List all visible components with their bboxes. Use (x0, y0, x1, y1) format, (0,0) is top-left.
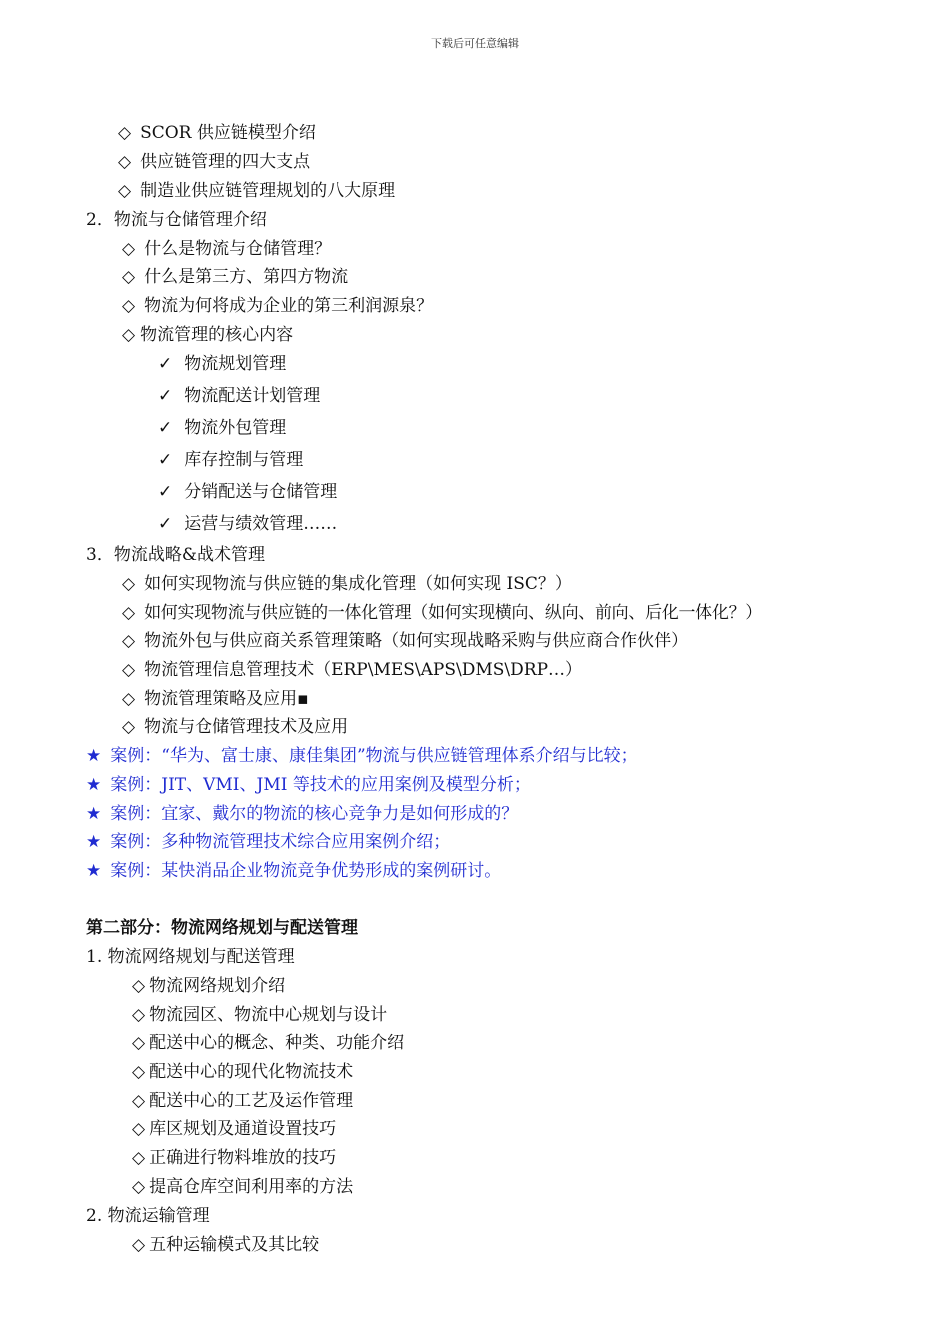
list-item-text: 物流管理的核心内容 (140, 325, 294, 345)
list-item-text: SCOR 供应链模型介绍 (140, 123, 316, 143)
list-item-text: 物流为何将成为企业的第三利润源泉？ (144, 296, 434, 316)
list-item-text: 物流园区、物流中心规划与设计 (149, 1005, 388, 1025)
sub-list-item-text: 分销配送与仓储管理 (184, 482, 338, 502)
section-title: 2．物流与仓储管理介绍 (86, 210, 267, 230)
case-text: 案例：“华为、富士康、康佳集团”物流与供应链管理体系介绍与比较； (110, 746, 638, 766)
list-item (132, 1061, 353, 1083)
list-item-text: 五种运输模式及其比较 (149, 1235, 320, 1255)
check-icon: ✓ (158, 450, 173, 470)
list-item (122, 688, 309, 710)
list-item-text: 配送中心的现代化物流技术 (149, 1062, 354, 1082)
diamond-icon: ◇ (132, 1148, 146, 1168)
list-item (132, 1004, 387, 1026)
list-item-text: 如何实现物流与供应链的一体化管理（如何实现横向、纵向、前向、后化一体化？） (144, 603, 762, 623)
list-item-text: 配送中心的概念、种类、功能介绍 (149, 1033, 405, 1053)
list-item (132, 1032, 404, 1054)
star-icon: ★ (86, 775, 102, 795)
check-icon: ✓ (158, 418, 173, 438)
check-icon: ✓ (158, 514, 173, 534)
list-item (122, 602, 762, 624)
list-item-text: 物流管理信息管理技术（ERP\MES\APS\DMS\DRP…） (144, 660, 583, 680)
diamond-icon: ◇ (122, 603, 136, 623)
star-icon: ★ (86, 832, 102, 852)
diamond-icon: ◇ (122, 689, 136, 709)
list-item-text: 如何实现物流与供应链的集成化管理（如何实现 ISC？） (144, 574, 572, 594)
diamond-icon: ◇ (132, 976, 146, 996)
diamond-icon: ◇ (122, 660, 136, 680)
list-item (132, 1234, 319, 1256)
diamond-icon: ◇ (122, 239, 136, 259)
diamond-icon: ◇ (118, 152, 132, 172)
list-item (122, 266, 348, 288)
diamond-icon: ◇ (132, 1062, 146, 1082)
case-text: 案例：某快消品企业物流竞争优势形成的案例研讨。 (110, 861, 502, 881)
case-item (86, 745, 638, 767)
case-text: 案例：多种物流管理技术综合应用案例介绍； (110, 832, 451, 852)
list-item (122, 630, 688, 652)
diamond-icon: ◇ (122, 325, 136, 345)
list-item-text: 物流与仓储管理技术及应用 (144, 717, 349, 737)
sub-list-item-text: 物流规划管理 (184, 354, 287, 374)
sub-list-item-text: 库存控制与管理 (184, 450, 304, 470)
part-title: 第二部分：物流网络规划与配送管理 (86, 918, 358, 938)
list-item-text: 库区规划及通道设置技巧 (149, 1119, 337, 1139)
sub-list-item (158, 481, 337, 503)
list-item-text: 物流网络规划介绍 (149, 976, 286, 996)
case-text: 案例：JIT、VMI、JMI 等技术的应用案例及模型分析； (110, 775, 531, 795)
sub-list-item-text: 物流外包管理 (184, 418, 287, 438)
list-item-text: 什么是物流与仓储管理？ (144, 239, 332, 259)
sub-list-item (158, 353, 286, 375)
sub-list-item (158, 449, 303, 471)
list-item (132, 1147, 336, 1169)
diamond-icon: ◇ (122, 267, 136, 287)
list-item-text: 正确进行物料堆放的技巧 (149, 1148, 337, 1168)
list-item (132, 1118, 336, 1140)
case-item (86, 831, 450, 853)
star-icon: ★ (86, 861, 102, 881)
list-item-text: 供应链管理的四大支点 (140, 152, 311, 172)
diamond-icon: ◇ (118, 123, 132, 143)
list-item-text: 提高仓库空间利用率的方法 (149, 1177, 354, 1197)
diamond-icon: ◇ (122, 717, 136, 737)
star-icon: ★ (86, 746, 102, 766)
diamond-icon: ◇ (122, 574, 136, 594)
section-title: 2. 物流运输管理 (86, 1206, 210, 1226)
sub-list-item (158, 417, 286, 439)
list-item (118, 151, 310, 173)
list-item (132, 1090, 353, 1112)
section-title: 1. 物流网络规划与配送管理 (86, 947, 295, 967)
sub-list-item (158, 385, 320, 407)
case-item (86, 860, 501, 882)
list-item-text: 物流管理策略及应用▪ (144, 689, 309, 709)
section-title: 3．物流战略&战术管理 (86, 545, 265, 565)
list-item (118, 122, 316, 144)
page-header: 下载后可任意编辑 (431, 37, 519, 50)
list-item-text: 制造业供应链管理规划的八大原理 (140, 181, 396, 201)
list-item (118, 180, 395, 202)
sub-list-item-text: 运营与绩效管理…… (184, 514, 338, 534)
diamond-icon: ◇ (132, 1091, 146, 1111)
list-item (122, 324, 293, 346)
diamond-icon: ◇ (122, 631, 136, 651)
list-item-text: 什么是第三方、第四方物流 (144, 267, 349, 287)
diamond-icon: ◇ (118, 181, 132, 201)
list-item (122, 573, 572, 595)
list-item-text: 配送中心的工艺及运作管理 (149, 1091, 354, 1111)
diamond-icon: ◇ (132, 1177, 146, 1197)
list-item (122, 295, 433, 317)
case-item (86, 774, 531, 796)
sub-list-item (158, 513, 337, 535)
diamond-icon: ◇ (122, 296, 136, 316)
list-item (132, 975, 285, 997)
check-icon: ✓ (158, 386, 173, 406)
diamond-icon: ◇ (132, 1119, 146, 1139)
diamond-icon: ◇ (132, 1033, 146, 1053)
diamond-icon: ◇ (132, 1235, 146, 1255)
case-item (86, 803, 518, 825)
list-item (122, 238, 331, 260)
check-icon: ✓ (158, 354, 173, 374)
list-item (122, 659, 582, 681)
case-text: 案例：宜家、戴尔的物流的核心竞争力是如何形成的？ (110, 804, 519, 824)
sub-list-item-text: 物流配送计划管理 (184, 386, 321, 406)
check-icon: ✓ (158, 482, 173, 502)
diamond-icon: ◇ (132, 1005, 146, 1025)
list-item-text: 物流外包与供应商关系管理策略（如何实现战略采购与供应商合作伙伴） (144, 631, 689, 651)
list-item (132, 1176, 353, 1198)
star-icon: ★ (86, 804, 102, 824)
list-item (122, 716, 348, 738)
